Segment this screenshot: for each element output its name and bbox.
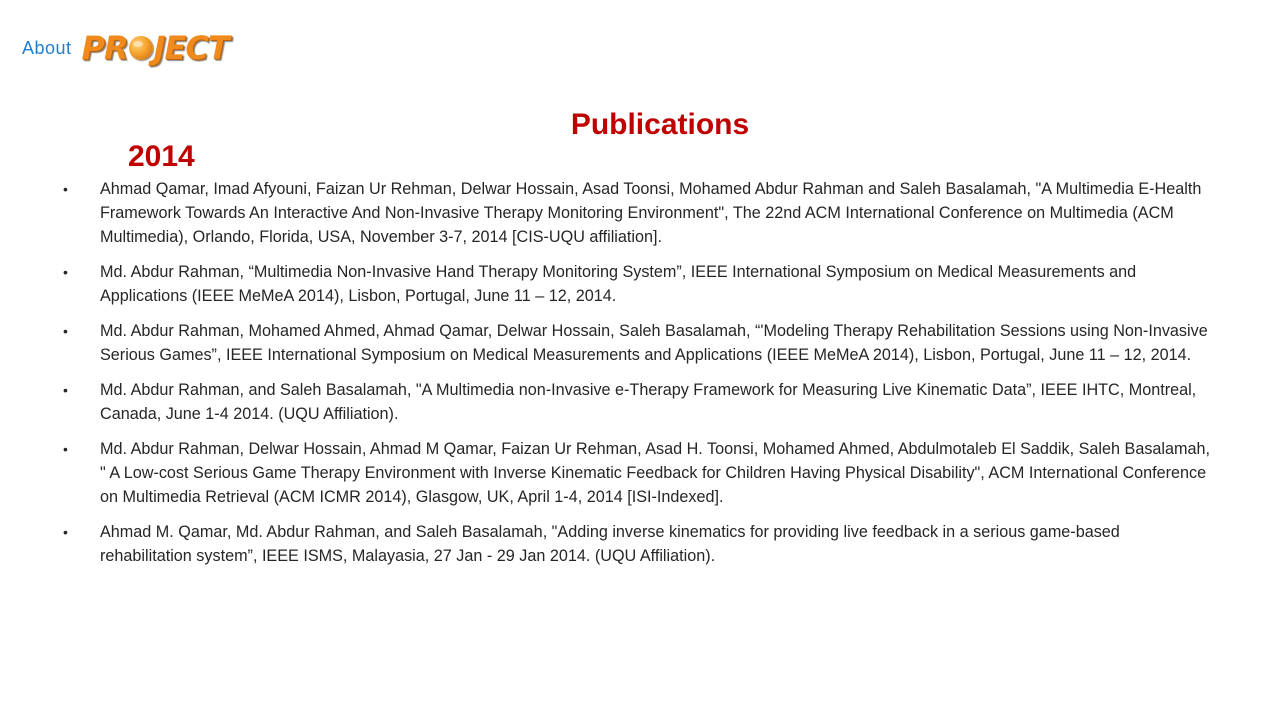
- publication-text: Md. Abdur Rahman, Delwar Hossain, Ahmad M Qamar, Faizan Ur Rehman, Asad H. Toonsi, Mohamed Ahmed, Abdulmotaleb El Saddik, Saleh Basalamah, " A Low-cost Serious Game Therapy Environment with Inverse Kinematic Feedback for Children Having Physical Disability", ACM International Conference on Multimedia Retrieval (ACM ICMR 2014), Glasgow, UK, April 1-4, 2014 [ISI-Indexed].: [100, 440, 1210, 506]
- publication-item: [60, 319, 1210, 367]
- publication-text: Md. Abdur Rahman, and Saleh Basalamah, "A Multimedia non-Invasive e-Therapy Framework for Measuring Live Kinematic Data”, IEEE IHTC, Montreal, Canada, June 1-4 2014. (UQU Affiliation).: [100, 381, 1197, 423]
- project-logo: [81, 29, 229, 67]
- logo-text-start: PR: [81, 29, 128, 67]
- publication-list: [60, 177, 1210, 579]
- bullet-icon: •: [63, 524, 68, 540]
- bullet-icon: •: [63, 382, 68, 398]
- year-heading: 2014: [128, 140, 195, 173]
- publication-item: [60, 177, 1210, 249]
- bullet-icon: •: [63, 323, 68, 339]
- header: [22, 28, 229, 68]
- bullet-icon: •: [63, 441, 68, 457]
- publication-text: Ahmad Qamar, Imad Afyouni, Faizan Ur Rehman, Delwar Hossain, Asad Toonsi, Mohamed Abdur Rahman and Saleh Basalamah, "A Multimedia E-Health Framework Towards An Interactive And Non-Invasive Therapy Monitoring Environment", The 22nd ACM International Conference on Multimedia (ACM Multimedia), Orlando, Florida, USA, November 3-7, 2014 [CIS-UQU affiliation].: [100, 180, 1202, 246]
- bullet-icon: •: [63, 264, 68, 280]
- bullet-icon: •: [63, 181, 68, 197]
- publication-item: [60, 437, 1210, 509]
- globe-icon: [129, 36, 153, 60]
- page-title: Publications: [570, 108, 750, 141]
- publication-text: Md. Abdur Rahman, Mohamed Ahmed, Ahmad Qamar, Delwar Hossain, Saleh Basalamah, “'Modeling Therapy Rehabilitation Sessions using Non-Invasive Serious Games”, IEEE International Symposium on Medical Measurements and Applications (IEEE MeMeA 2014), Lisbon, Portugal, June 11 – 12, 2014.: [100, 322, 1208, 364]
- publication-text: Ahmad M. Qamar, Md. Abdur Rahman, and Saleh Basalamah, "Adding inverse kinematics for providing live feedback in a serious game-based rehabilitation system”, IEEE ISMS, Malayasia, 27 Jan - 29 Jan 2014. (UQU Affiliation).: [100, 523, 1120, 565]
- logo-text-end: JECT: [153, 29, 229, 67]
- publication-item: [60, 260, 1210, 308]
- publication-item: [60, 520, 1210, 568]
- about-label: About: [22, 37, 72, 58]
- publication-text: Md. Abdur Rahman, “Multimedia Non-Invasive Hand Therapy Monitoring System”, IEEE International Symposium on Medical Measurements and Applications (IEEE MeMeA 2014), Lisbon, Portugal, June 11 – 12, 2014.: [100, 263, 1137, 305]
- publication-item: [60, 378, 1210, 426]
